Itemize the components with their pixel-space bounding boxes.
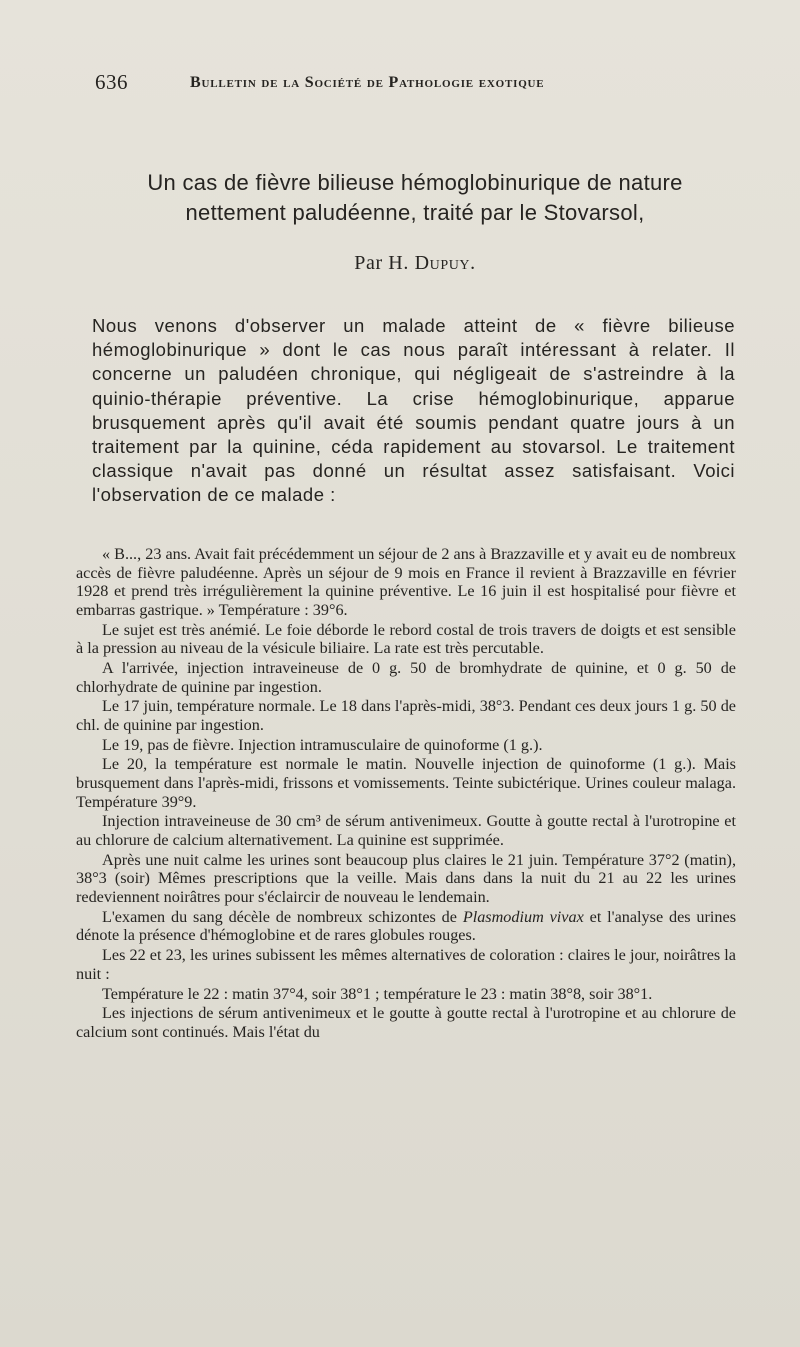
author-line: [100, 252, 730, 275]
observation-paragraph-1: « B..., 23 ans. Avait fait précédemment un séjour de 2 ans à Brazzaville et y avait eu de nombreux accès de fièvre paludéenne. Après un séjour de 9 mois en France il revient à Brazzaville en février 1928 et prend très irrégulièrement la quinine préventive. Le 16 juin il est hospitalisé pour fièvre et embarras gastrique. » Température : 39°6.: [76, 545, 736, 619]
observation-paragraph-9-start: L'examen du sang décèle de nombreux schizontes de: [102, 907, 463, 926]
observation-paragraph-9-end: et l'analyse des urines dénote la présence d'hémoglobine et de rares globules rouges.: [76, 907, 736, 945]
observation-paragraph-9: [76, 908, 736, 945]
observation-paragraph-6: Le 20, la température est normale le matin. Nouvelle injection de quinoforme (1 g.). Mais brusquement dans l'après-midi, frissons et vomissements. Teinte subictérique. Urines couleur malaga. Température 39°9.: [76, 755, 736, 811]
page-number: 636: [95, 70, 128, 94]
observation-paragraph-4: Le 17 juin, température normale. Le 18 dans l'après-midi, 38°3. Pendant ces deux jours 1 g. 50 de chl. de quinine par ingestion.: [76, 697, 736, 734]
observation-section: [76, 545, 736, 1043]
observation-paragraph-5: Le 19, pas de fièvre. Injection intramusculaire de quinoforme (1 g.).: [102, 735, 543, 754]
species-name: Plasmodium vivax: [462, 907, 584, 926]
author-name: Dupuy.: [414, 252, 476, 274]
article-title-line-2: nettement paludéenne, traité par le Stovarsol,: [185, 200, 645, 225]
observation-paragraph-10: Les 22 et 23, les urines subissent les mêmes alternatives de coloration : claires le jour, noirâtres la nuit :: [76, 946, 736, 983]
intro-paragraph: Nous venons d'observer un malade atteint de « fièvre bilieuse hémoglobinurique » dont le cas nous paraît intéressant à relater. Il concerne un paludéen chronique, qui négligeait de s'astreindre à la quinio-thérapie préventive. La crise hémoglobinurique, apparue brusquement après qu'il avait été soumis pendant quatre jours à un traitement par la quinine, céda rapidement au stovarsol. Le traitement classique n'avait pas donné un résultat assez satisfaisant. Voici l'observation de ce malade :: [92, 315, 735, 506]
observation-paragraph-12: Les injections de sérum antivenimeux et le goutte à goutte rectal à l'urotropine et au chlorure de calcium sont continués. Mais l'état du: [76, 1004, 736, 1041]
observation-paragraph-3: A l'arrivée, injection intraveineuse de 0 g. 50 de bromhydrate de quinine, et 0 g. 50 de chlorhydrate de quinine par ingestion.: [76, 658, 736, 696]
article-title-line-1: Un cas de fièvre bilieuse hémoglobinurique de nature: [147, 170, 683, 195]
author-prefix: Par H.: [354, 252, 415, 274]
article-title: [100, 168, 730, 228]
observation-paragraph-11: Température le 22 : matin 37°4, soir 38°1 ; température le 23 : matin 38°8, soir 38°1.: [102, 984, 653, 1003]
running-header: Bulletin de la Société de Pathologie exotique: [190, 74, 545, 91]
observation-paragraph-7: Injection intraveineuse de 30 cm³ de sérum antivenimeux. Goutte à goutte rectal à l'urotropine et au chlorure de calcium alternativement. La quinine est supprimée.: [76, 812, 736, 850]
observation-paragraph-8: Après une nuit calme les urines sont beaucoup plus claires le 21 juin. Température 37°2 (matin), 38°3 (soir) Mêmes prescriptions que la veille. Mais dans dans la nuit du 21 au 22 les urines redeviennent noirâtres pour s'éclaircir de nouveau le lendemain.: [76, 850, 736, 906]
observation-paragraph-2: Le sujet est très anémié. Le foie déborde le rebord costal de trois travers de doigts et est sensible à la pression au niveau de la vésicule biliaire. La rate est très percutable.: [76, 620, 736, 658]
